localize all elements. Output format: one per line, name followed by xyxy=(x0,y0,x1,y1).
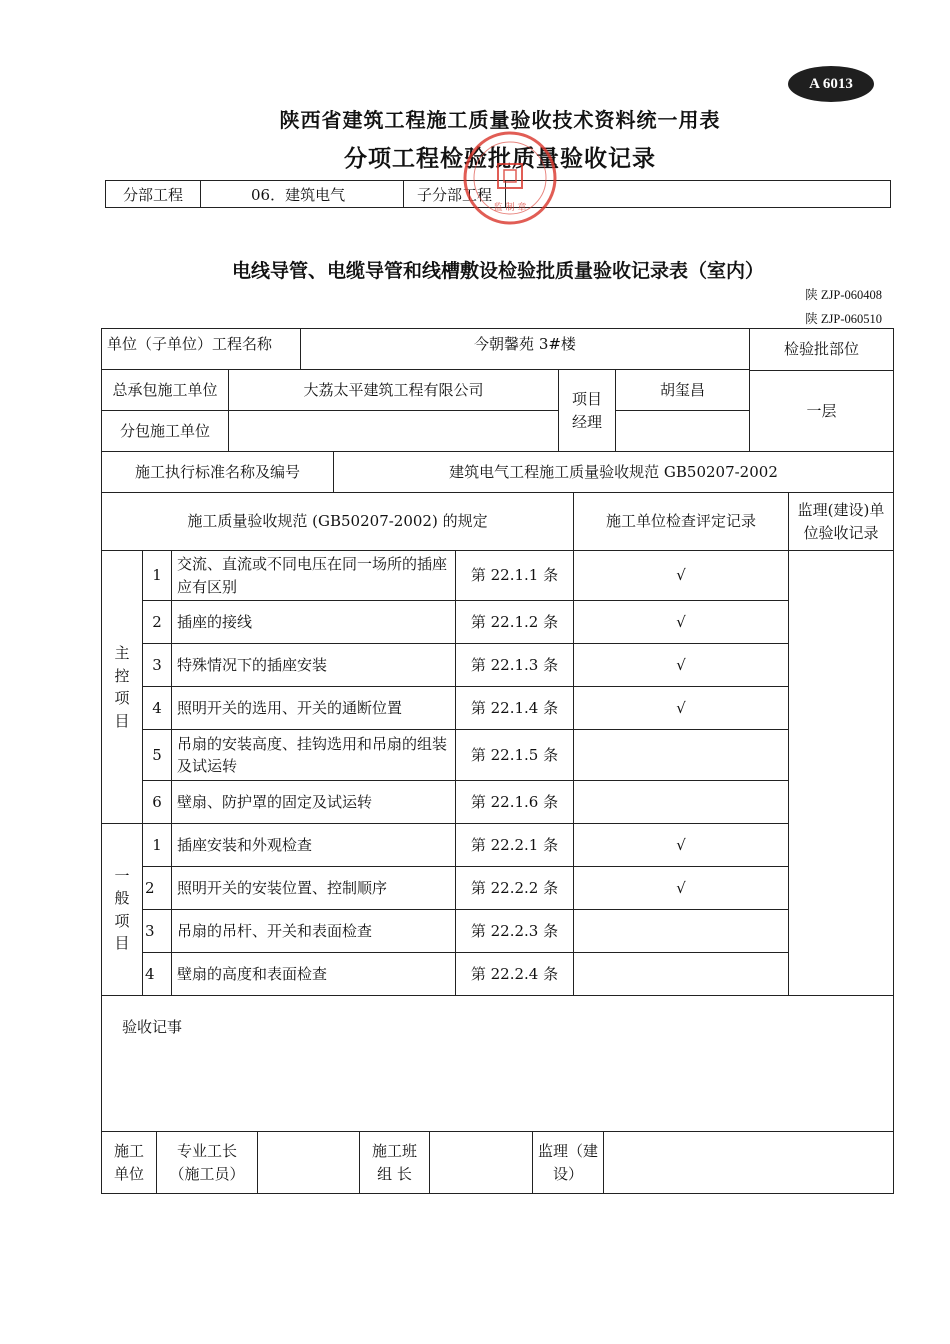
form-title: 电线导管、电缆导管和线槽敷设检验批质量验收记录表（室内） xyxy=(231,260,764,282)
signoff-supervision-label: 监理（建设） xyxy=(532,1131,604,1194)
signoff-foreman-label: 专业工长（施工员） xyxy=(156,1131,258,1194)
supervise-column-header: 监理(建设)单位验收记录 xyxy=(788,492,894,551)
subdivision-value xyxy=(506,181,890,207)
main-item-desc: 照明开关的选用、开关的通断位置 xyxy=(171,686,456,730)
main-item-no: 1 xyxy=(142,550,172,601)
main-item-desc: 插座的接线 xyxy=(171,600,456,644)
signoff-unit-label: 施工单位 xyxy=(101,1131,157,1194)
general-contractor-label: 总承包施工单位 xyxy=(101,369,229,411)
main-item-result: √ xyxy=(573,686,789,730)
unit-name-label: 单位（子单位）工程名称 xyxy=(101,328,301,370)
spec-column-header: 施工质量验收规范 (GB50207-2002) 的规定 xyxy=(101,492,574,551)
standard-label: 施工执行标准名称及编号 xyxy=(101,451,334,493)
main-item-clause: 第 22.1.4 条 xyxy=(455,686,574,730)
general-contractor-value: 大荔太平建筑工程有限公司 xyxy=(228,369,559,411)
general-item-no: 1 xyxy=(142,823,172,867)
general-item-result xyxy=(573,952,789,996)
supervision-record-cell xyxy=(788,550,894,996)
main-item-desc: 壁扇、防护罩的固定及试运转 xyxy=(171,780,456,824)
main-item-clause: 第 22.1.1 条 xyxy=(455,550,574,601)
batch-location-label: 检验批部位 xyxy=(749,328,894,371)
main-item-clause: 第 22.1.2 条 xyxy=(455,600,574,644)
division-label: 分部工程 xyxy=(106,181,201,207)
general-item-clause: 第 22.2.3 条 xyxy=(455,909,574,953)
project-manager-label: 项目经理 xyxy=(558,369,616,452)
signoff-supervision-value xyxy=(603,1131,894,1194)
general-item-desc: 插座安装和外观检查 xyxy=(171,823,456,867)
main-item-no: 4 xyxy=(142,686,172,730)
main-item-no: 3 xyxy=(142,643,172,687)
check-column-header: 施工单位检查评定记录 xyxy=(573,492,789,551)
subdivision-label: 子分部工程 xyxy=(404,181,506,207)
main-item-no: 5 xyxy=(142,729,172,781)
general-group-label: 一般项目 xyxy=(101,823,143,996)
general-item-clause: 第 22.2.1 条 xyxy=(455,823,574,867)
supervision-seal xyxy=(462,130,558,226)
project-manager-value: 胡玺昌 xyxy=(615,369,750,411)
main-item-result: √ xyxy=(573,550,789,601)
general-item-result: √ xyxy=(573,866,789,910)
main-item-desc: 交流、直流或不同电压在同一场所的插座应有区别 xyxy=(171,550,456,601)
main-item-clause: 第 22.1.6 条 xyxy=(455,780,574,824)
seal-text: 监 制 章 xyxy=(493,203,527,213)
main-item-result: √ xyxy=(573,600,789,644)
header-line-1: 陕西省建筑工程施工质量验收技术资料统一用表 xyxy=(279,108,721,132)
form-number-badge: A 6013 xyxy=(788,66,874,102)
main-item-no: 6 xyxy=(142,780,172,824)
general-item-desc: 照明开关的安装位置、控制顺序 xyxy=(171,866,456,910)
header-line-2: 分项工程检验批质量验收记录 xyxy=(344,145,656,172)
remarks-section xyxy=(101,995,894,1132)
subcontractor-label: 分包施工单位 xyxy=(101,410,229,452)
general-item-no: 3 xyxy=(142,909,172,953)
main-item-result xyxy=(573,729,789,781)
signoff-team-leader-label: 施工班组 长 xyxy=(359,1131,430,1194)
main-item-result xyxy=(573,780,789,824)
signoff-team-leader-value xyxy=(429,1131,533,1194)
main-item-desc: 特殊情况下的插座安装 xyxy=(171,643,456,687)
general-item-clause: 第 22.2.2 条 xyxy=(455,866,574,910)
form-code-1: 陕 ZJP-060408 xyxy=(805,288,882,302)
general-item-no: 4 xyxy=(142,952,172,996)
general-item-desc: 壁扇的高度和表面检查 xyxy=(171,952,456,996)
main-item-result: √ xyxy=(573,643,789,687)
form-code-2: 陕 ZJP-060510 xyxy=(805,312,882,326)
subcontractor-value xyxy=(228,410,559,452)
main-item-no: 2 xyxy=(142,600,172,644)
general-item-clause: 第 22.2.4 条 xyxy=(455,952,574,996)
general-item-result xyxy=(573,909,789,953)
main-item-clause: 第 22.1.5 条 xyxy=(455,729,574,781)
subcontractor-manager-value xyxy=(615,410,750,452)
main-item-desc: 吊扇的安装高度、挂钩选用和吊扇的组装及试运转 xyxy=(171,729,456,781)
general-item-desc: 吊扇的吊杆、开关和表面检查 xyxy=(171,909,456,953)
remarks-label: 验收记事 xyxy=(122,1018,183,1036)
division-value: 06．建筑电气 xyxy=(201,181,404,207)
batch-location-value: 一层 xyxy=(749,370,894,452)
main-item-clause: 第 22.1.3 条 xyxy=(455,643,574,687)
general-item-result: √ xyxy=(573,823,789,867)
standard-value: 建筑电气工程施工质量验收规范 GB50207-2002 xyxy=(333,451,894,493)
unit-name-value: 今朝馨苑 3#楼 xyxy=(300,328,750,370)
general-item-no: 2 xyxy=(142,866,172,910)
signoff-foreman-value xyxy=(257,1131,360,1194)
main-control-group-label: 主控项目 xyxy=(101,550,143,824)
